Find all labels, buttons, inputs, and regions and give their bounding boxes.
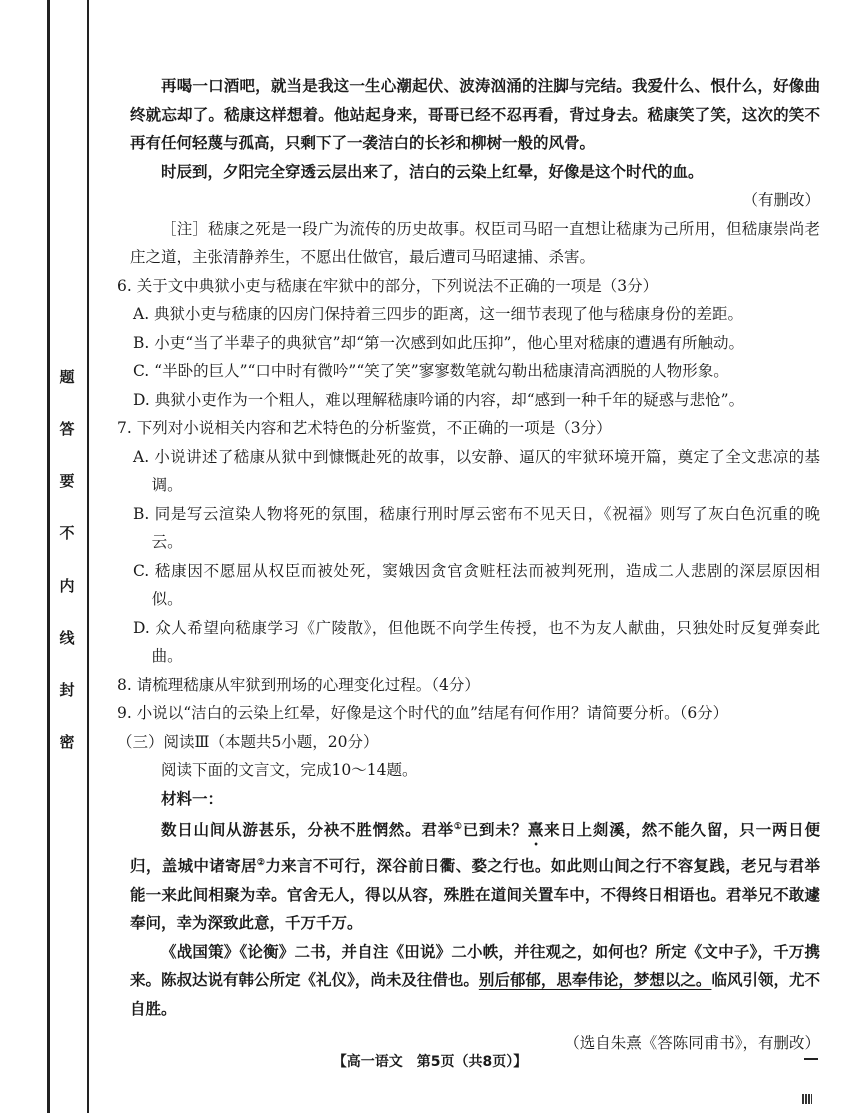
material-text: 数日山间从游甚乐，分袂不胜惘然。君举 bbox=[161, 820, 454, 840]
material-paragraph bbox=[130, 813, 820, 938]
question-7-option-b: B. 同是写云渲染人物将死的氛围，嵇康行刑时厚云密布不见天日，《祝福》则写了灰白色沉重的晚云。 bbox=[133, 504, 820, 551]
binding-line-outer bbox=[47, 0, 50, 1113]
question-7: 7. 下列对小说相关内容和艺术特色的分析鉴赏，不正确的一项是（3分） bbox=[117, 419, 612, 437]
side-char: 线 bbox=[59, 628, 75, 647]
question-8: 8. 请梳理嵇康从牢狱到刑场的心理变化过程。（4分） bbox=[117, 675, 480, 694]
passage-paragraph: 时辰到，夕阳完全穿透云层出来了，洁白的云染上红晕，好像是这个时代的血。 bbox=[161, 161, 704, 181]
underlined-sentence: 别后郁郁，思奉伟论，梦想以之。 bbox=[478, 970, 712, 990]
question-7-option-c: C. 嵇康因不愿屈从权臣而被处死，窦娥因贪官贪赃枉法而被判死刑，造成二人悲剧的深层原因相似。 bbox=[133, 561, 820, 608]
side-char: 题 bbox=[59, 368, 75, 386]
passage-paragraph: 再喝一口酒吧，就当是我这一生心潮起伏、波涛汹涌的注脚与完结。我爱什么、恨什么，好像曲终就忘却了。嵇康这样想着。他站起身来，哥哥已经不忍再看，背过身去。嵇康笑了笑，这次的笑不再有任何轻蔑与孤高，只剩下了一袭洁白的长衫和柳树一般的风骨。 bbox=[130, 76, 820, 152]
binding-line-inner bbox=[87, 0, 89, 1113]
material-text: 来日上剡溪，然不能久留，只一两日便归，盖城中诸寄居 bbox=[130, 820, 820, 876]
passage-source: （有删改） bbox=[742, 191, 820, 209]
side-char: 答 bbox=[59, 420, 75, 439]
section-3-heading: （三）阅读Ⅲ（本题共5小题，20分） bbox=[117, 732, 379, 751]
material-text: 《战国策》《论衡》二书，并自注《田说》二小帙，并往观之，如何也？所定《文中子》，千万携来。陈叔达说有韩公所定《礼仪》，尚未及往借也。 bbox=[130, 941, 820, 990]
question-7-option-d: D. 众人希望向嵇康学习《广陵散》，但他既不向学生传授，也不为友人献曲，只独处时反复弹奏此曲。 bbox=[133, 618, 820, 665]
side-char: 要 bbox=[59, 472, 75, 491]
question-9: 9. 小说以“洁白的云染上红晕，好像是这个时代的血”结尾有何作用？请简要分析。（6分） bbox=[117, 704, 729, 722]
question-6-option-d: D. 典狱小吏作为一个粗人，难以理解嵇康吟诵的内容，却“感到一种千年的疑惑与悲怆”。 bbox=[133, 390, 745, 409]
question-6-option-a: A. 典狱小吏与嵇康的囚房门保持着三四步的距离，这一细节表现了他与嵇康身份的差距。 bbox=[133, 305, 744, 323]
emphasized-character: 熹 bbox=[527, 820, 545, 840]
footnote-marker: ② bbox=[256, 858, 266, 869]
material-source: （选自朱熹《答陈同甫书》，有删改） bbox=[564, 1034, 820, 1053]
side-char: 封 bbox=[59, 680, 75, 699]
material-text: 已到未？ bbox=[462, 820, 528, 840]
binding-margin-notice bbox=[54, 370, 80, 750]
footnote-marker: ① bbox=[453, 822, 463, 832]
page-content bbox=[117, 72, 820, 1058]
side-char: 内 bbox=[59, 576, 75, 595]
question-6-option-b: B. 小吏“当了半辈子的典狱官”却“第一次感到如此压抑”，他心里对嵇康的遭遇有所触动。 bbox=[133, 333, 744, 352]
footer-dash bbox=[804, 1058, 818, 1060]
material-paragraph bbox=[130, 938, 820, 1024]
passage-note: ［注］嵇康之死是一段广为流传的历史故事。权臣司马昭一直想让嵇康为己所用，但嵇康崇尚老庄之道，主张清静养生，不愿出仕做官，最后遭司马昭逮捕、杀害。 bbox=[130, 219, 820, 266]
question-6-option-c: C. “半卧的巨人”“口中时有微吟”“笑了笑”寥寥数笔就勾勒出嵇康清高洒脱的人物形象。 bbox=[133, 362, 729, 380]
question-7-option-a: A. 小说讲述了嵇康从狱中到慷慨赴死的故事，以安静、逼仄的牢狱环境开篇，奠定了全文悲凉的基调。 bbox=[133, 447, 820, 494]
material-text: 力来言不可行，深谷前日衢、婺之行也。如此则山间之行不容复践，老兄与君举能一来此间相聚为幸。官舍无人，得以从容，殊胜在道间关置车中，不得终日相语也。君举兄不敢遽奉问，幸为深致此意，千万千万。 bbox=[130, 856, 820, 933]
question-6: 6. 关于文中典狱小吏与嵇康在牢狱中的部分，下列说法不正确的一项是（3分） bbox=[117, 276, 659, 295]
page-footer: 【高一语文 第5页（共8页）】 bbox=[332, 1054, 528, 1070]
material-label: 材料一： bbox=[161, 788, 224, 808]
side-char: 密 bbox=[59, 732, 75, 751]
qr-code-icon bbox=[802, 1094, 812, 1104]
material-text: 临风引领，尤不自胜。 bbox=[130, 970, 820, 1018]
side-char: 不 bbox=[59, 524, 75, 543]
section-3-instruction: 阅读下面的文言文，完成10～14题。 bbox=[161, 761, 418, 779]
